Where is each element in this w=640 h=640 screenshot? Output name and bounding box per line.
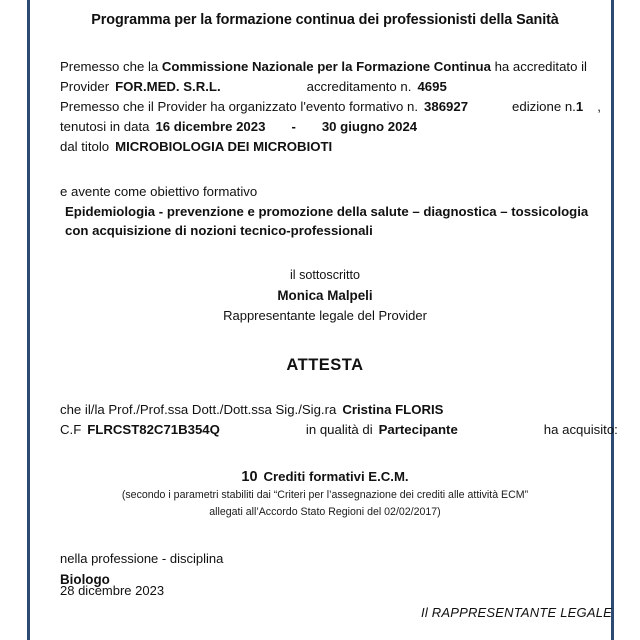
tenutosi-label: tenutosi in data bbox=[60, 119, 150, 134]
accreditamento-label: accreditamento n. bbox=[306, 79, 412, 94]
cf-value: FLRCST82C71B354Q bbox=[87, 422, 220, 437]
qualita-label: in qualità di bbox=[305, 422, 373, 437]
premessa-line-provider bbox=[60, 77, 590, 97]
obiettivo-line-1: Epidemiologia - prevenzione e promozione della salute – diagnostica – tossicologia bbox=[65, 204, 589, 219]
premessa-line-date bbox=[60, 117, 590, 137]
crediti-label: Crediti formativi E.C.M. bbox=[263, 469, 409, 484]
sottoscritto-role: Rappresentante legale del Provider bbox=[223, 308, 427, 323]
crediti-block bbox=[60, 467, 590, 521]
sottoscritto-block bbox=[60, 266, 590, 326]
cf-label: C.F bbox=[60, 422, 82, 437]
partecipante-name: Cristina FLORIS bbox=[342, 402, 444, 417]
partecipante-block bbox=[60, 400, 618, 440]
premessa-suffix: ha accreditato il bbox=[490, 59, 587, 74]
page-title: Programma per la formazione continua dei professionisti della Sanità bbox=[91, 12, 559, 28]
edizione-number: 1 bbox=[575, 99, 584, 114]
obiettivo-line-2: con acquisizione di nozioni tecnico-professionali bbox=[65, 223, 373, 238]
edizione-label: edizione n. bbox=[512, 99, 576, 114]
evento-prefix: Premesso che il Provider ha organizzato l'evento formativo n. bbox=[60, 99, 419, 114]
crediti-main-line bbox=[60, 467, 590, 487]
titolo-label: dal titolo bbox=[60, 139, 110, 154]
premessa-line-accreditato bbox=[60, 57, 590, 77]
date-start: 16 dicembre 2023 bbox=[155, 119, 266, 134]
partecipante-line-cf bbox=[60, 420, 618, 440]
footer-date: 28 dicembre 2023 bbox=[60, 583, 165, 598]
premessa-line-titolo bbox=[60, 137, 590, 157]
partecipante-titles-label: che il/la Prof./Prof.ssa Dott./Dott.ssa Sig./Sig.ra bbox=[60, 402, 337, 417]
evento-titolo: MICROBIOLOGIA DEI MICROBIOTI bbox=[115, 139, 333, 154]
obiettivo-block bbox=[60, 182, 590, 240]
footer-signature-label: Il RAPPRESENTANTE LEGALE bbox=[421, 605, 612, 620]
premessa-prefix: Premesso che la bbox=[60, 59, 162, 74]
evento-number: 386927 bbox=[424, 99, 469, 114]
obiettivo-heading: e avente come obiettivo formativo bbox=[60, 184, 258, 199]
partecipante-line-name bbox=[60, 400, 590, 420]
qualita-value: Partecipante bbox=[378, 422, 458, 437]
attesta-heading: ATTESTA bbox=[286, 356, 364, 374]
provider-label: Provider bbox=[60, 79, 110, 94]
commissione-nazionale-label: Commissione Nazionale per la Formazione Continua bbox=[161, 59, 491, 74]
professione-value: Biologo bbox=[60, 572, 110, 587]
premessa-block bbox=[60, 57, 601, 157]
page-border-left bbox=[27, 0, 30, 640]
provider-name: FOR.MED. S.R.L. bbox=[115, 79, 221, 94]
crediti-number: 10 bbox=[241, 469, 258, 485]
crediti-note-line-2: allegati all’Accordo Stato Regioni del 02/02/2017) bbox=[209, 506, 441, 518]
edizione-comma: , bbox=[597, 99, 601, 114]
date-end: 30 giugno 2024 bbox=[321, 119, 418, 134]
certificate-content bbox=[38, 0, 618, 640]
crediti-note-line-1: (secondo i parametri stabiliti dai “Criteri per l’assegnazione dei crediti alle attività ECM” bbox=[121, 489, 529, 501]
professione-heading: nella professione - disciplina bbox=[60, 551, 224, 566]
sottoscritto-intro: il sottoscritto bbox=[290, 268, 360, 282]
sottoscritto-name: Monica Malpeli bbox=[277, 288, 373, 303]
accreditamento-number: 4695 bbox=[417, 79, 447, 94]
acquisito-label: ha acquisito: bbox=[543, 422, 618, 437]
date-separator: - bbox=[291, 119, 296, 134]
premessa-line-evento bbox=[60, 97, 601, 117]
